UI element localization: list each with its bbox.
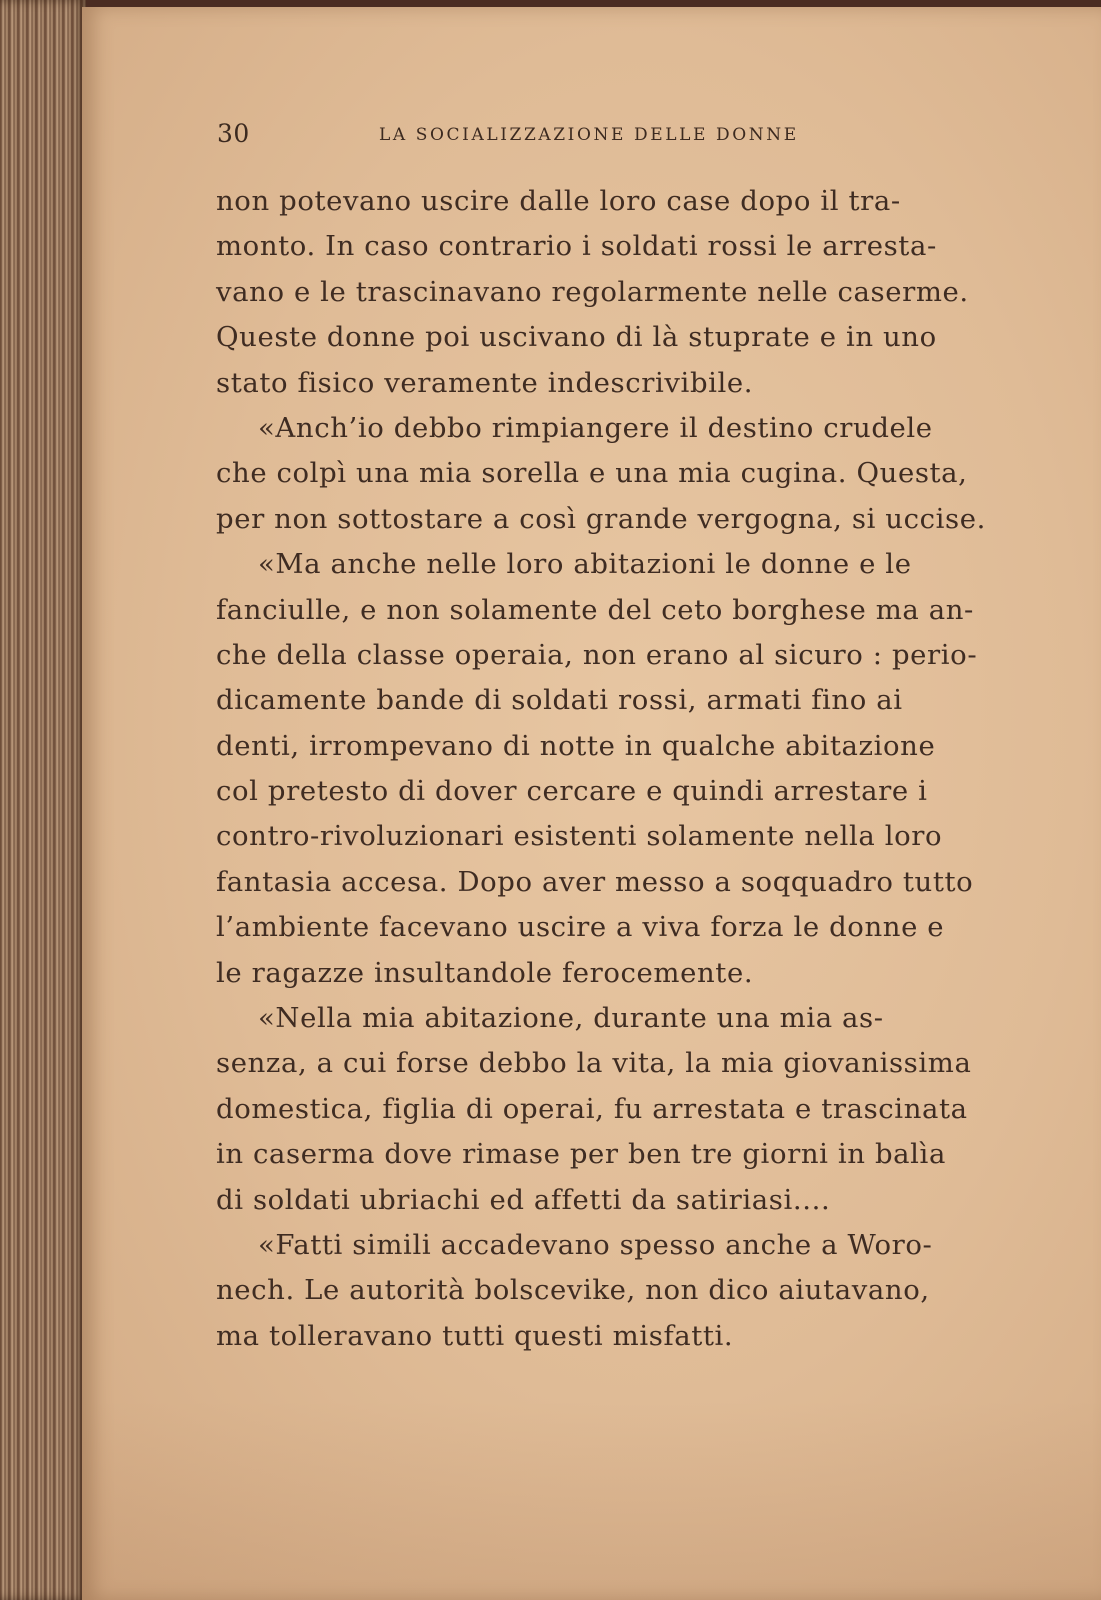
body-text — [216, 179, 996, 1359]
text-line: l’ambiente facevano uscire a viva forza le donne e — [216, 911, 945, 944]
text-line: in caserma dove rimase per ben tre giorni in balìa — [216, 1138, 946, 1171]
text-line: dicamente bande di soldati rossi, armati fino ai — [216, 684, 903, 717]
text-line: «Ma anche nelle loro abitazioni le donne e le — [258, 548, 912, 581]
text-line: Queste donne poi uscivano di là stuprate e in uno — [216, 321, 937, 354]
text-line: «Fatti simili accadevano spesso anche a Woro- — [258, 1228, 933, 1261]
text-line: stato fisico veramente indescrivibile. — [216, 366, 754, 399]
text-line: di soldati ubriachi ed affetti da satiriasi.... — [216, 1183, 831, 1216]
text-line: denti, irrompevano di notte in qualche abitazione — [216, 729, 936, 762]
text-line: contro-rivoluzionari esistenti solamente nella loro — [216, 820, 943, 853]
text-line: che colpì una mia sorella e una mia cugina. Questa, — [216, 457, 968, 490]
text-line: non potevano uscire dalle loro case dopo il tra- — [216, 185, 901, 217]
text-line: vano e le trascinavano regolarmente nelle caserme. — [216, 275, 969, 308]
page-number: 30 — [217, 119, 250, 148]
text-line: fanciulle, e non solamente del ceto borghese ma an- — [216, 593, 974, 626]
text-line: fantasia accesa. Dopo aver messo a soqquadro tutto — [216, 865, 974, 898]
text-line: senza, a cui forse debbo la vita, la mia giovanissima — [216, 1047, 972, 1080]
text-line: monto. In caso contrario i soldati rossi le arresta- — [216, 230, 937, 263]
running-title: LA SOCIALIZZAZIONE DELLE DONNE — [379, 125, 799, 145]
book-page-edges — [0, 0, 86, 1600]
text-line: col pretesto di dover cercare e quindi arrestare i — [216, 775, 928, 808]
text-line: nech. Le autorità bolscevike, non dico aiutavano, — [216, 1274, 930, 1307]
text-line: domestica, figlia di operai, fu arrestata e trascinata — [216, 1092, 968, 1125]
text-line: «Anch’io debbo rimpiangere il destino crudele — [258, 411, 933, 444]
text-line: che della classe operaia, non erano al sicuro : perio- — [216, 638, 978, 671]
running-header — [217, 119, 917, 155]
text-line: per non sottostare a così grande vergogna, si uccise. — [216, 502, 986, 535]
text-line: le ragazze insultandole ferocemente. — [216, 956, 754, 989]
page-sheet — [82, 7, 1101, 1600]
text-line: «Nella mia abitazione, durante una mia as- — [258, 1002, 884, 1035]
text-line: ma tolleravano tutti questi misfatti. — [216, 1319, 734, 1352]
